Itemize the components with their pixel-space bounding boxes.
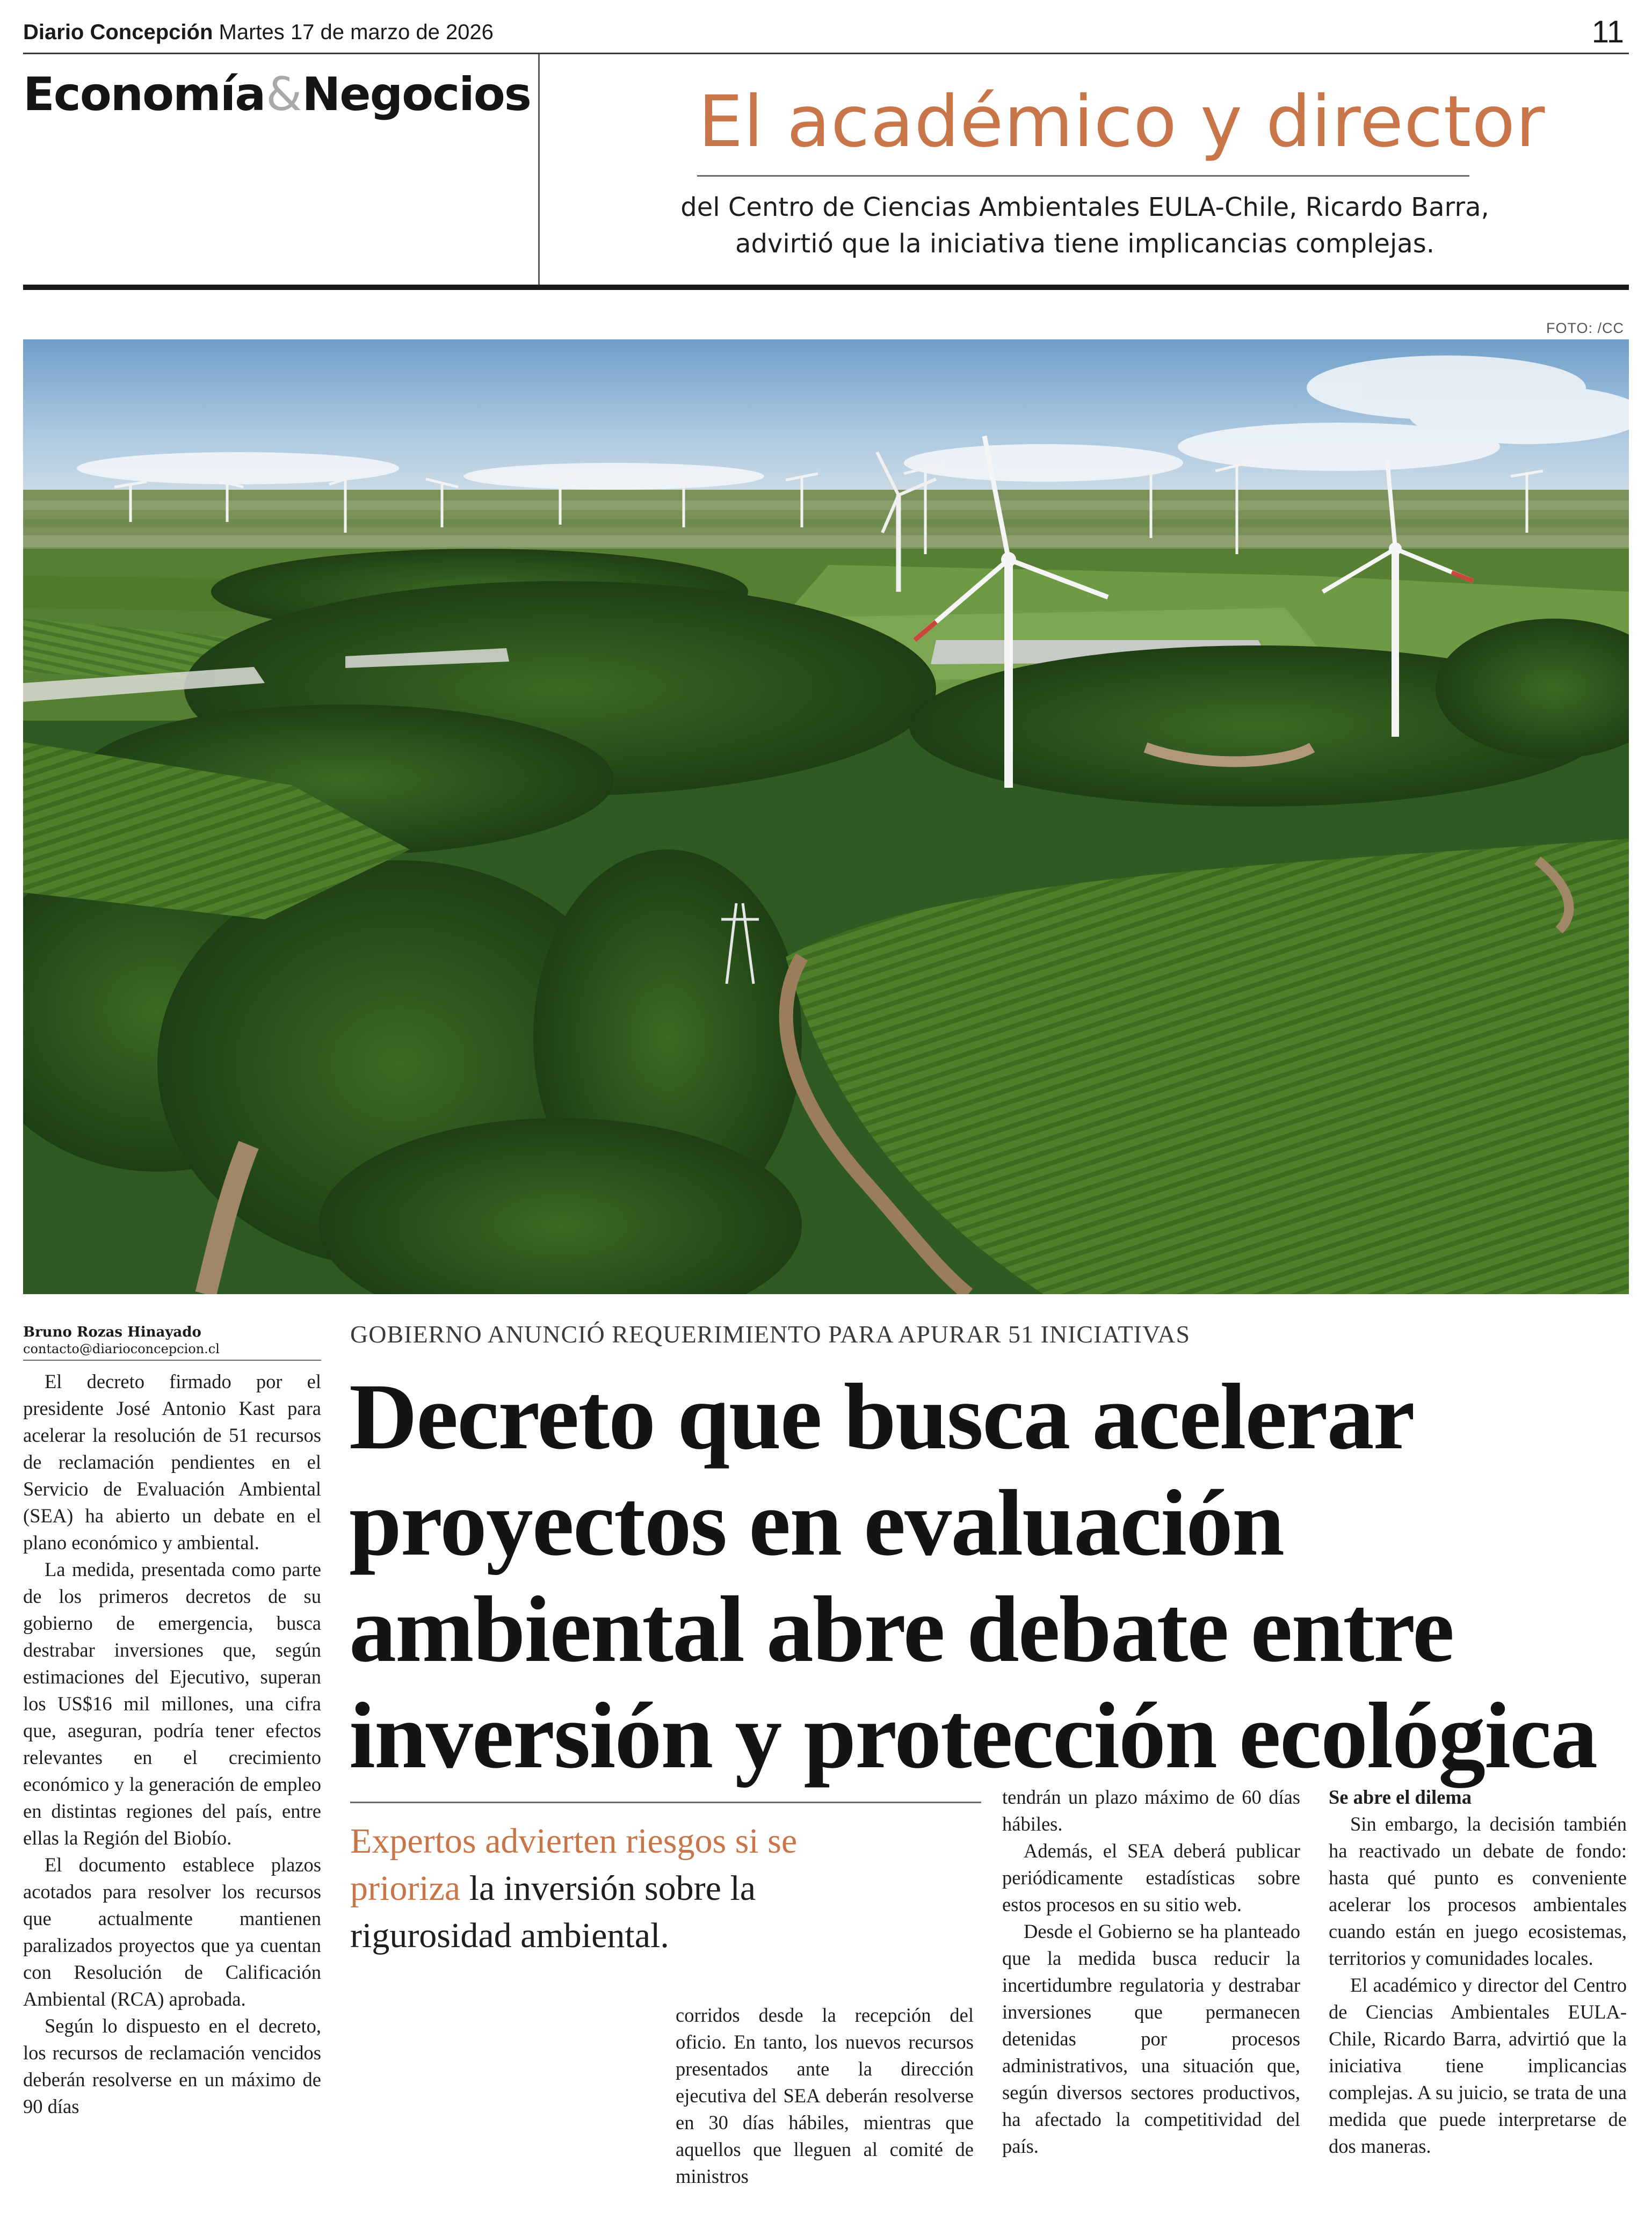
body-column-3	[1002, 1784, 1300, 2160]
article-headline	[349, 1364, 1638, 1789]
header-vertical-divider	[538, 54, 540, 285]
body-column-1	[23, 1368, 321, 2120]
author-email[interactable]: contacto@diarioconcepcion.cl	[23, 1341, 220, 1356]
section-ampersand: &	[266, 68, 301, 121]
body-column-4	[1329, 1784, 1627, 2160]
section-title-part1: Economía	[23, 68, 265, 121]
article-photo	[23, 339, 1629, 1294]
paragraph: Además, el SEA deberá publicar periódicamente estadísticas sobre estos procesos en su sitio web.	[1002, 1840, 1300, 1915]
paragraph: El documento establece plazos acotados para resolver los recursos que actualmente mantienen paralizados proyectos que ya cuentan con Resolución de Calificación Ambiental (RCA) aprobada.	[23, 1854, 321, 2010]
body-column-2	[676, 2002, 974, 2190]
wind-farm-landscape-illustration	[23, 339, 1629, 1294]
paragraph: Desde el Gobierno se ha planteado que la medida busca reducir la incertidumbre regulatoria y destrabar inversiones que permanecen detenidas por procesos administrativos, una situación que, según diversos sectores productivos, ha afectado la competitividad del país.	[1002, 1920, 1300, 2157]
paragraph: El decreto firmado por el presidente José Antonio Kast para acelerar la resolución de 51 recursos de reclamación pendientes en el Servicio de Evaluación Ambiental (SEA) ha abierto un debate en el plano económico y ambiental.	[23, 1370, 321, 1554]
paper-name: Diario Concepción	[23, 20, 213, 44]
pull-quote-text: del Centro de Ciencias Ambientales EULA-Chile, Ricardo Barra, advirtió que la iniciativa tiene implicancias complejas.	[680, 192, 1489, 259]
paragraph: La medida, presentada como parte de los primeros decretos de su gobierno de emergencia, busca destrabar inversiones que, según estimaciones del Ejecutivo, superan los US$16 mil millones, una cifra que, aseguran, podría tener efectos relevantes en el crecimiento económico y la generación de empleo en distintas regiones del país, entre ellas la Región del Biobío.	[23, 1558, 321, 1849]
section-subheading: Se abre el dilema	[1329, 1786, 1472, 1808]
photo-credit: FOTO: /CC	[1546, 320, 1624, 336]
header-thick-divider	[23, 285, 1629, 290]
paragraph: corridos desde la recepción del oficio. En tanto, los nuevos recursos presentados ante la dirección ejecutiva del SEA deberán resolverse en 30 días hábiles, mientras que aquellos que lleguen al comité de ministros	[676, 2004, 974, 2187]
author-name: Bruno Rozas Hinayado	[23, 1324, 201, 1340]
section-title	[23, 68, 531, 121]
pull-quote-divider	[697, 175, 1469, 177]
subhead-rest: la inversión sobre la rigurosidad ambiental.	[350, 1869, 756, 1955]
masthead	[23, 20, 494, 45]
issue-date: Martes 17 de marzo de 2026	[219, 20, 494, 44]
paragraph: Sin embargo, la decisión también ha reactivado un debate de fondo: hasta qué punto es conveniente acelerar los procesos ambientales cuando están en juego ecosistemas, territorios y comunidades locales.	[1329, 1813, 1627, 1969]
paragraph: Según lo dispuesto en el decreto, los recursos de reclamación vencidos deberán resolverse en un máximo de 90 días	[23, 2015, 321, 2117]
page-number: 11	[1591, 14, 1624, 49]
pull-quote-title: El académico y director	[698, 81, 1546, 163]
article-kicker: GOBIERNO ANUNCIÓ REQUERIMIENTO PARA APURAR 51 INICIATIVAS	[350, 1320, 1191, 1348]
byline-divider	[23, 1360, 321, 1361]
article-subhead	[350, 1818, 887, 1959]
paragraph: tendrán un plazo máximo de 60 días hábiles.	[1002, 1786, 1300, 1835]
top-divider	[23, 53, 1629, 54]
headline-regular-part: abre debate entre inversión y protección ecológica	[349, 1577, 1597, 1788]
paragraph: El académico y director del Centro de Ciencias Ambientales EULA-Chile, Ricardo Barra, advirtió que la iniciativa tiene implicancias complejas. A su juicio, se trata de una medida que puede interpretarse de dos maneras.	[1329, 1974, 1627, 2157]
headline-bold-part: Decreto que busca acelerar proyectos en evaluación ambiental	[349, 1364, 1412, 1682]
section-title-part2: Negocios	[302, 68, 531, 121]
subhead-divider	[350, 1802, 981, 1803]
subhead-accent: Expertos advierten riesgos si se prioriza	[350, 1821, 798, 1908]
